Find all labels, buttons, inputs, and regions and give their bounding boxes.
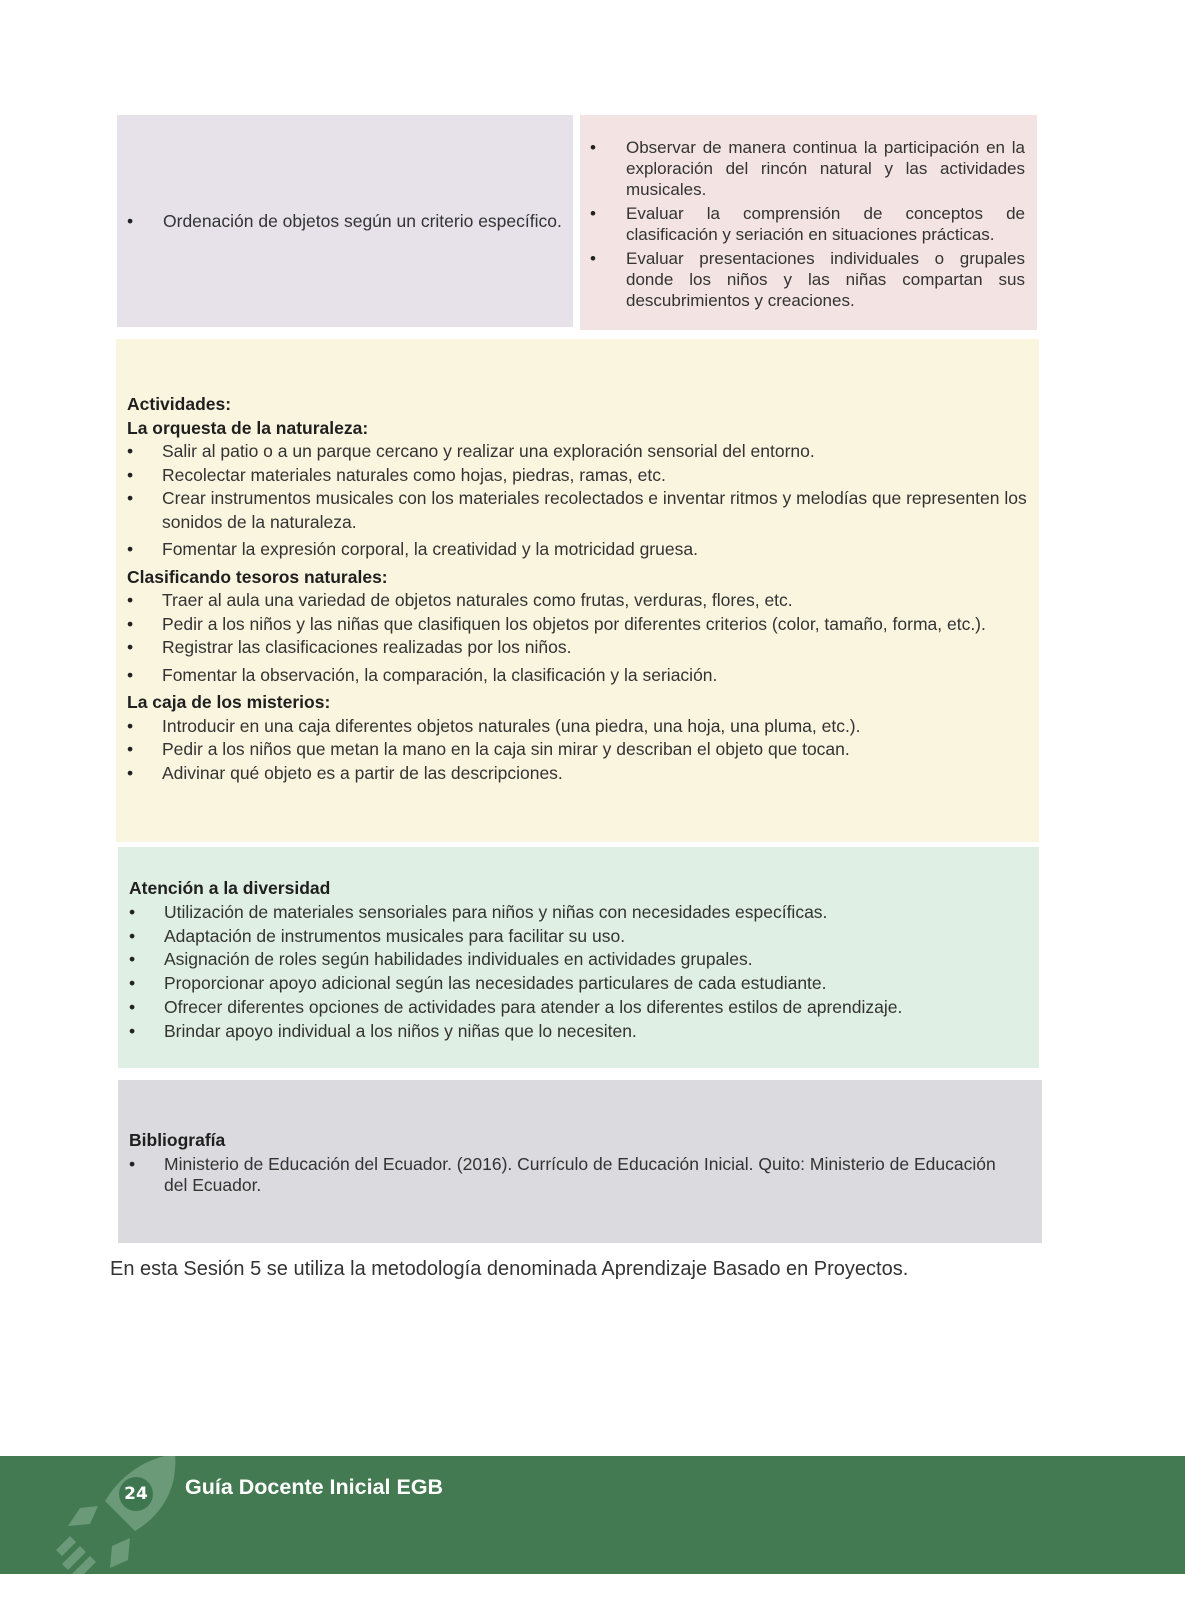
list-item: • Ordenación de objetos según un criterio específico. xyxy=(127,211,562,232)
activities-box xyxy=(116,339,1039,842)
footer-bar xyxy=(0,1456,1185,1574)
list-item: • Fomentar la observación, la comparación, la clasificación y la seriación. xyxy=(127,664,1029,688)
evaluation-box xyxy=(580,115,1037,330)
list-item: • Crear instrumentos musicales con los materiales recolectados e inventar ritmos y melodías que representen los sonidos de la naturaleza. xyxy=(127,487,1029,534)
list-item: • Proporcionar apoyo adicional según las necesidades particulares de cada estudiante. xyxy=(129,972,1029,996)
list-item: • Observar de manera continua la participación en la exploración del rincón natural y las actividades musicales. xyxy=(590,137,1025,200)
activity-title-orquesta: La orquesta de la naturaleza: xyxy=(127,417,369,438)
list-item: • Salir al patio o a un parque cercano y realizar una exploración sensorial del entorno. xyxy=(127,440,1029,464)
list-item: • Evaluar presentaciones individuales o grupales donde los niños y las niñas compartan sus descubrimientos y creaciones. xyxy=(590,248,1025,311)
activity-list-caja xyxy=(127,715,1029,786)
evaluation-criteria-box xyxy=(117,115,573,327)
diversity-heading: Atención a la diversidad xyxy=(129,878,331,898)
list-item: • Recolectar materiales naturales como hojas, piedras, ramas, etc. xyxy=(127,464,1029,488)
diversity-list xyxy=(129,901,1029,1044)
activity-list-clasificando xyxy=(127,589,1029,687)
list-item: • Fomentar la expresión corporal, la creatividad y la motricidad gruesa. xyxy=(127,538,1029,562)
page-number: 24 xyxy=(119,1477,153,1511)
bibliography-heading: Bibliografía xyxy=(129,1130,226,1150)
list-item: • Asignación de roles según habilidades individuales en actividades grupales. xyxy=(129,948,1029,972)
diversity-box xyxy=(118,847,1039,1068)
list-item: • Introducir en una caja diferentes objetos naturales (una piedra, una hoja, una pluma, etc.). xyxy=(127,715,1029,739)
list-item: • Registrar las clasificaciones realizadas por los niños. xyxy=(127,636,1029,660)
activities-heading: Actividades: xyxy=(127,394,232,414)
list-item: • Adivinar qué objeto es a partir de las descripciones. xyxy=(127,762,1029,786)
list-item: • Evaluar la comprensión de conceptos de clasificación y seriación en situaciones prácticas. xyxy=(590,203,1025,245)
list-item: • Ofrecer diferentes opciones de actividades para atender a los diferentes estilos de aprendizaje. xyxy=(129,996,1029,1020)
list-item: • Brindar apoyo individual a los niños y niñas que lo necesiten. xyxy=(129,1020,1029,1044)
list-item: • Ministerio de Educación del Ecuador. (2016). Currículo de Educación Inicial. Quito: Ministerio de Educación del Ecuador. xyxy=(129,1154,1012,1196)
bibliography-list xyxy=(129,1154,1012,1196)
closing-text: En esta Sesión 5 se utiliza la metodología denominada Aprendizaje Basado en Proyectos. xyxy=(110,1258,909,1280)
footer-title: Guía Docente Inicial EGB xyxy=(185,1475,444,1499)
evaluation-list xyxy=(590,137,1025,311)
list-item: • Adaptación de instrumentos musicales para facilitar su uso. xyxy=(129,925,1029,949)
activity-list-orquesta xyxy=(127,440,1029,562)
rocket-icon xyxy=(50,1456,190,1574)
evaluation-criteria-list xyxy=(127,211,562,232)
list-item: • Utilización de materiales sensoriales para niños y niñas con necesidades específicas. xyxy=(129,901,1029,925)
activity-title-caja: La caja de los misterios: xyxy=(127,692,331,712)
list-item: • Pedir a los niños que metan la mano en la caja sin mirar y describan el objeto que tocan. xyxy=(127,738,1029,762)
list-item: • Pedir a los niños y las niñas que clasifiquen los objetos por diferentes criterios (color, tamaño, forma, etc.). xyxy=(127,613,1029,637)
list-item: • Traer al aula una variedad de objetos naturales como frutas, verduras, flores, etc. xyxy=(127,589,1029,613)
bibliography-box xyxy=(118,1080,1042,1243)
activity-title-clasificando: Clasificando tesoros naturales: xyxy=(127,566,388,587)
